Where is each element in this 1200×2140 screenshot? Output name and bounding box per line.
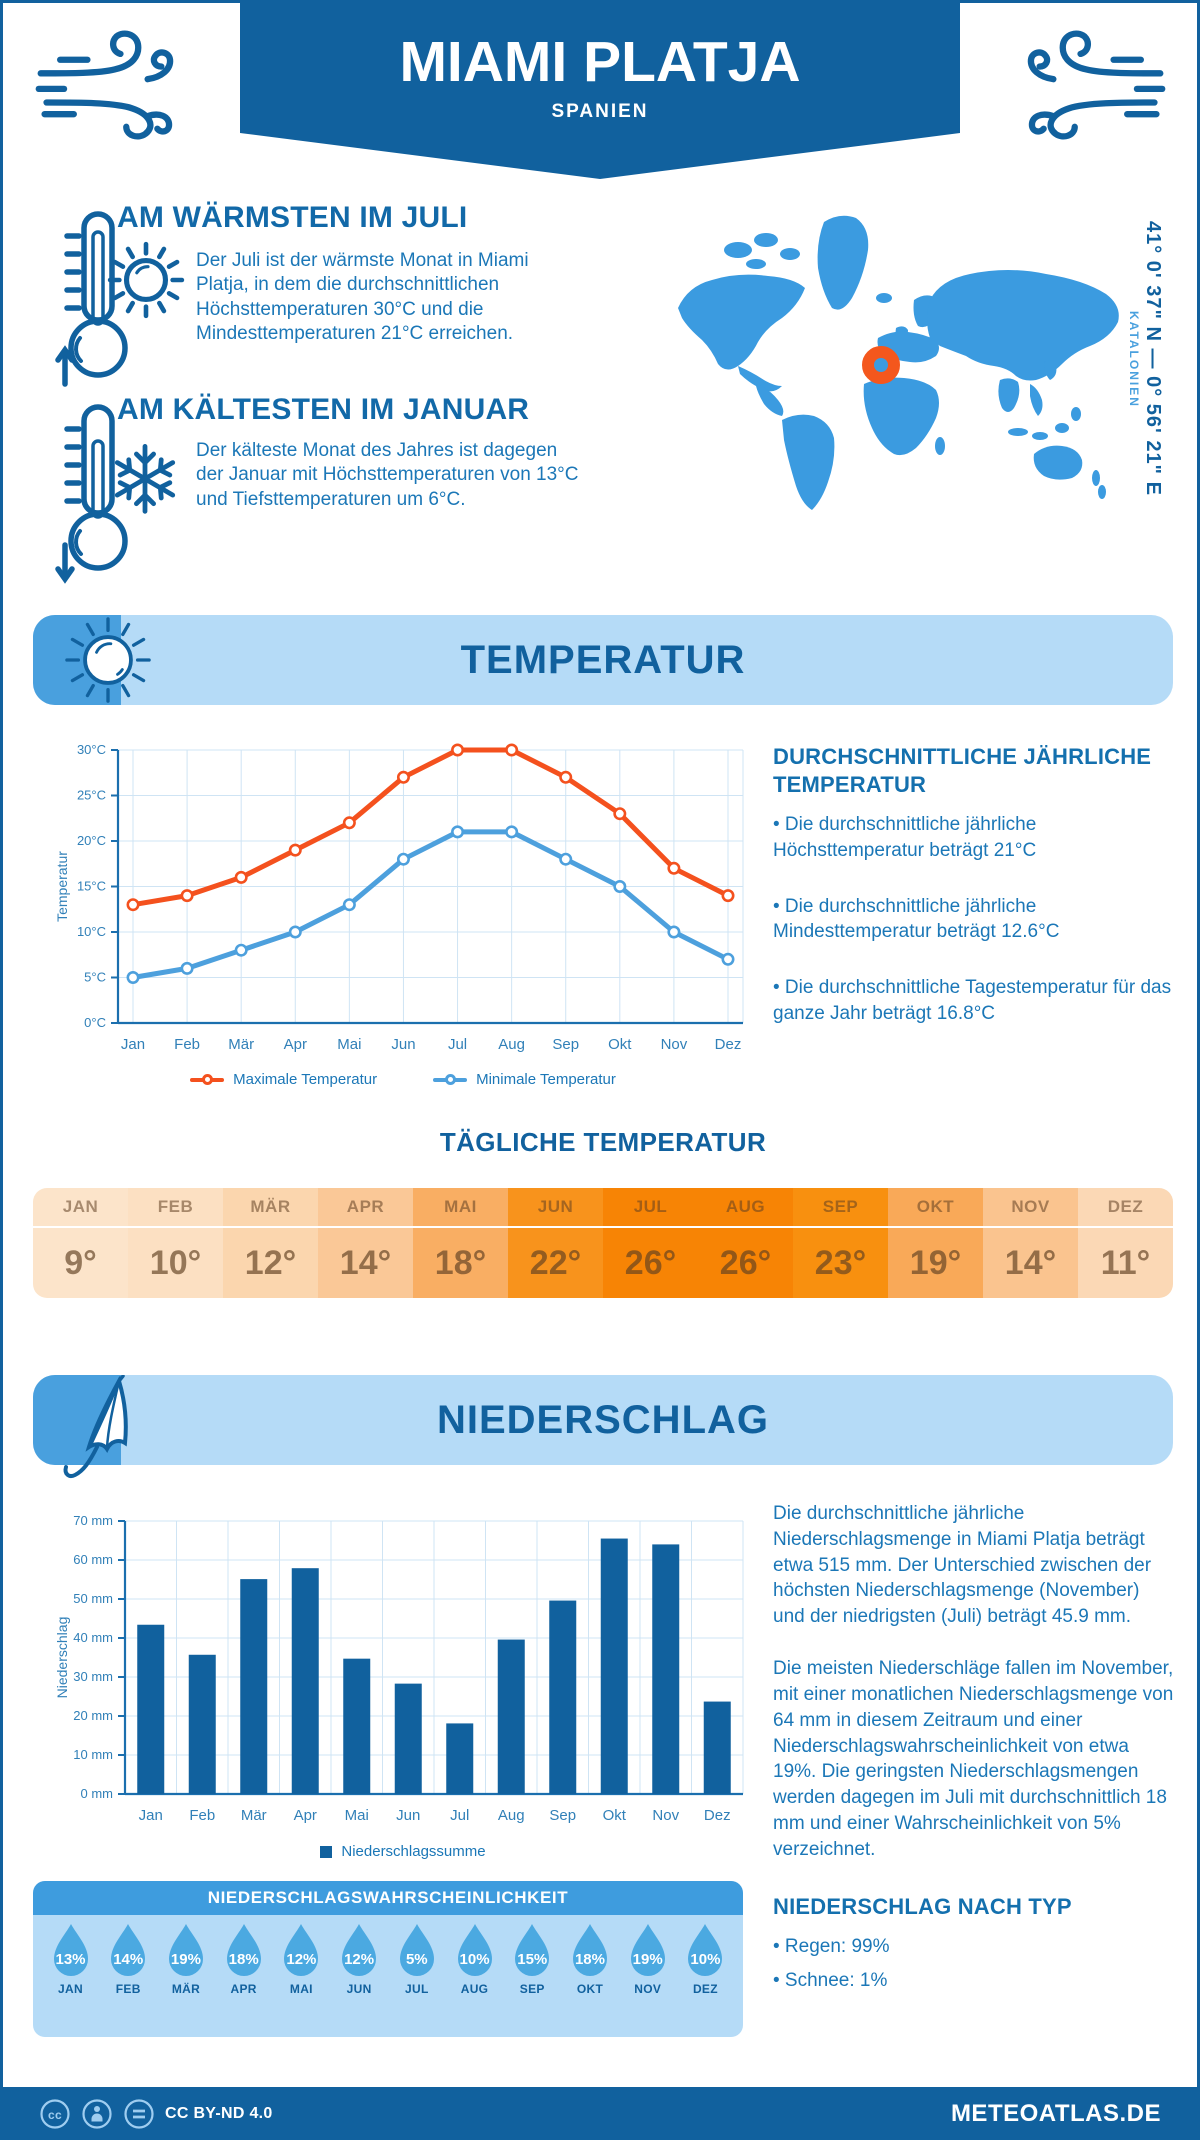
svg-text:Jun: Jun [391, 1036, 416, 1053]
daily-temp-column [223, 1188, 318, 1298]
daily-temp-value: 9° [64, 1243, 97, 1282]
page-subtitle: SPANIEN [551, 101, 649, 122]
daily-temp-value: 14° [1004, 1243, 1057, 1282]
svg-text:cc: cc [48, 2107, 62, 2122]
world-map [678, 188, 1128, 528]
bar-marker [320, 1846, 332, 1858]
probability-value: 10% [459, 1951, 490, 1968]
month-label: APR [230, 1982, 257, 1996]
cold-title: AM KÄLTESTEN IM JANUAR [117, 393, 530, 426]
probability-value: 14% [113, 1951, 144, 1968]
svg-text:Apr: Apr [283, 1036, 307, 1053]
svg-text:Mär: Mär [240, 1807, 267, 1824]
daily-temp-column [128, 1188, 223, 1298]
month-label: JAN [58, 1982, 83, 1996]
precipitation-paragraph: Die durchschnittliche jährliche Niederschlagsmenge in Miami Platja beträgt etwa 515 mm. Der Unterschied zwischen der höchsten Niederschlagsmenge (November) und der niedrigsten (Juli) beträgt 45.9 mm. [773, 1503, 1152, 1628]
svg-text:0 mm: 0 mm [80, 1786, 113, 1801]
month-label: NOV [983, 1188, 1078, 1228]
svg-text:Feb: Feb [174, 1036, 201, 1053]
snowflake-icon [105, 433, 185, 519]
annual-temperature-title: DURCHSCHNITTLICHE JÄHRLICHE TEMPERATUR [773, 744, 1152, 797]
temperature-section-band [33, 615, 1173, 705]
probability-value: 10% [690, 1951, 721, 1968]
no-derivatives-icon [123, 2098, 155, 2130]
probability-droplet [566, 1923, 613, 1996]
precipitation-text-panel [773, 1501, 1175, 1994]
precipitation-chart-legend [53, 1843, 753, 1860]
probability-droplet [451, 1923, 498, 1996]
legend-label: Maximale Temperatur [233, 1071, 378, 1088]
svg-text:Jan: Jan [138, 1807, 163, 1824]
daily-temp-column [1078, 1188, 1173, 1298]
warm-text: Der Juli ist der wärmste Monat in Miami Platja, in dem die durchschnittlichen Höchsttemperaturen 30°C und die Mindesttemperaturen 21°C erreichen. [196, 250, 529, 344]
legend-label: Minimale Temperatur [476, 1071, 616, 1088]
daily-temp-value: 10° [149, 1243, 202, 1282]
svg-text:Aug: Aug [498, 1036, 525, 1053]
month-label: APR [318, 1188, 413, 1228]
month-label: MAI [413, 1188, 508, 1228]
coordinates-text: 41° 0' 37" N — 0° 56' 21" E [1142, 220, 1164, 496]
daily-temp-column [983, 1188, 1078, 1298]
attribution-icon [81, 2098, 113, 2130]
daily-temp-value: 26° [624, 1243, 677, 1282]
svg-text:50 mm: 50 mm [73, 1591, 113, 1606]
daily-temp-column [698, 1188, 793, 1298]
month-label: FEB [128, 1188, 223, 1228]
svg-text:5°C: 5°C [84, 969, 106, 985]
probability-droplet [682, 1923, 729, 1996]
cold-text: Der kälteste Monat des Jahres ist dagegen der Januar mit Höchsttemperaturen von 13°C und Tiefsttemperaturen um 6°C. [196, 440, 579, 510]
min-line-marker [433, 1078, 467, 1082]
temperature-chart-legend [53, 1071, 753, 1088]
annual-temperature-panel [773, 743, 1175, 1057]
month-label: AUG [698, 1188, 793, 1228]
daily-temp-value: 22° [529, 1243, 582, 1282]
map-coordinates [1127, 188, 1164, 528]
probability-droplet [278, 1923, 325, 1996]
probability-droplet [47, 1923, 94, 1996]
probability-droplet [336, 1923, 383, 1996]
svg-text:Mai: Mai [337, 1036, 362, 1053]
probability-droplet [105, 1923, 152, 1996]
banner-chevron [240, 133, 960, 179]
probability-value: 18% [228, 1951, 259, 1968]
svg-text:20°C: 20°C [76, 833, 106, 848]
month-label: AUG [460, 1982, 489, 1996]
wind-icon [31, 25, 206, 145]
daily-temp-table [33, 1188, 1173, 1298]
probability-value: 19% [632, 1951, 663, 1968]
precipitation-paragraph: Die meisten Niederschläge fallen im November, mit einer monatlichen Niederschlagsmenge von 64 mm in diesem Zeitraum und einer Niederschlagswahrscheinlichkeit von etwa 19%. Die geringsten Niederschlagsmengen werden dagegen im Juli mit durchschnittlich 18 mm und einer Wahrscheinlichkeit von 5% verzeichnet. [773, 1658, 1174, 1860]
legend-label: Niederschlagssumme [341, 1843, 486, 1860]
daily-temp-value: 14° [339, 1243, 392, 1282]
header-banner [240, 3, 960, 133]
probability-value: 12% [286, 1951, 317, 1968]
probability-value: 5% [405, 1951, 428, 1968]
month-label: DEZ [692, 1982, 718, 1996]
cc-icon [39, 2098, 71, 2130]
daily-temp-column [793, 1188, 888, 1298]
temperature-section-title: TEMPERATUR [460, 637, 746, 682]
probability-value: 12% [344, 1951, 375, 1968]
sun-icon [105, 239, 187, 321]
precipitation-type-title: NIEDERSCHLAG NACH TYP [773, 1893, 1072, 1919]
month-label: OKT [888, 1188, 983, 1228]
svg-text:30 mm: 30 mm [73, 1669, 113, 1684]
daily-temp-column [413, 1188, 508, 1298]
month-label: DEZ [1078, 1188, 1173, 1228]
site-link[interactable]: METEOATLAS.DE [950, 2099, 1161, 2127]
annual-bullet: • Die durchschnittliche Tagestemperatur für das ganze Jahr beträgt 16.8°C [773, 977, 1172, 1025]
daily-temp-value: 23° [814, 1243, 867, 1282]
daily-temp-column [318, 1188, 413, 1298]
month-label: JUL [405, 1982, 429, 1996]
precipitation-section-title: NIEDERSCHLAG [436, 1397, 770, 1442]
month-label: JUL [603, 1188, 698, 1228]
warm-title: AM WÄRMSTEN IM JULI [117, 201, 468, 234]
max-line-marker [190, 1078, 224, 1082]
month-label: MÄR [171, 1982, 201, 1996]
region-text: KATALONIEN [1127, 310, 1141, 408]
svg-text:0°C: 0°C [84, 1015, 106, 1030]
probability-title: NIEDERSCHLAGSWAHRSCHEINLICHKEIT [33, 1881, 743, 1915]
month-label: JUN [508, 1188, 603, 1228]
svg-text:Okt: Okt [602, 1807, 626, 1824]
month-label: SEP [793, 1188, 888, 1228]
legend-item-min [433, 1071, 616, 1088]
probability-droplet [220, 1923, 267, 1996]
svg-text:Jun: Jun [396, 1807, 421, 1824]
svg-text:Jul: Jul [450, 1807, 470, 1824]
license-text: CC BY-ND 4.0 [165, 2104, 273, 2122]
svg-text:Apr: Apr [293, 1807, 317, 1824]
daily-temp-column [603, 1188, 698, 1298]
svg-text:40 mm: 40 mm [73, 1630, 113, 1645]
svg-text:Okt: Okt [608, 1036, 632, 1053]
type-bullet: • Schnee: 1% [773, 1970, 888, 1992]
precipitation-section-band [33, 1375, 1173, 1465]
daily-temp-value: 11° [1100, 1243, 1151, 1282]
svg-text:10°C: 10°C [76, 924, 106, 939]
svg-text:20 mm: 20 mm [73, 1708, 113, 1723]
svg-text:60 mm: 60 mm [73, 1552, 113, 1567]
month-label: SEP [519, 1982, 545, 1996]
svg-text:Jul: Jul [447, 1036, 468, 1053]
probability-value: 13% [55, 1951, 86, 1968]
daily-temp-column [508, 1188, 603, 1298]
probability-value: 19% [170, 1951, 201, 1968]
svg-text:Dez: Dez [703, 1807, 731, 1824]
svg-text:Mai: Mai [344, 1807, 369, 1824]
month-label: FEB [115, 1982, 141, 1996]
precipitation-chart [53, 1493, 753, 1853]
daily-temp-column [33, 1188, 128, 1298]
probability-droplet [624, 1923, 671, 1996]
month-label: MÄR [223, 1188, 318, 1228]
daily-temp-value: 26° [719, 1243, 772, 1282]
svg-text:Niederschlag: Niederschlag [54, 1616, 70, 1699]
svg-text:Jan: Jan [120, 1036, 146, 1053]
svg-text:15°C: 15°C [76, 878, 106, 894]
daily-temp-value: 12° [244, 1243, 297, 1282]
probability-droplets [33, 1915, 743, 1996]
svg-text:Feb: Feb [189, 1807, 216, 1824]
annual-bullet: • Die durchschnittliche jährliche Höchsttemperatur beträgt 21°C [773, 814, 1037, 861]
legend-item-max [190, 1071, 377, 1088]
probability-value: 15% [517, 1951, 548, 1968]
temperature-chart [53, 725, 753, 1073]
svg-text:70 mm: 70 mm [73, 1513, 113, 1528]
legend-item-sum [320, 1843, 485, 1860]
svg-text:10 mm: 10 mm [73, 1747, 113, 1762]
svg-text:Sep: Sep [552, 1036, 580, 1053]
probability-droplet [162, 1923, 209, 1996]
probability-droplet [509, 1923, 556, 1996]
svg-text:Nov: Nov [660, 1036, 688, 1053]
svg-text:30°C: 30°C [76, 742, 106, 757]
probability-droplet [393, 1923, 440, 1996]
footer [3, 2087, 1197, 2140]
precipitation-probability-panel [33, 1881, 743, 2037]
month-label: JUN [346, 1982, 372, 1996]
svg-text:Temperatur: Temperatur [54, 851, 70, 922]
probability-value: 18% [574, 1951, 605, 1968]
daily-temp-value: 18° [434, 1243, 487, 1282]
page-title: MIAMI PLATJA [399, 30, 801, 94]
svg-text:25°C: 25°C [76, 787, 106, 803]
svg-text:Dez: Dez [714, 1036, 742, 1053]
daily-temp-column [888, 1188, 983, 1298]
svg-text:Nov: Nov [652, 1807, 680, 1824]
svg-text:Mär: Mär [228, 1036, 255, 1053]
license-badge[interactable] [39, 2098, 273, 2130]
month-label: NOV [634, 1982, 662, 1996]
annual-bullet: • Die durchschnittliche jährliche Mindesttemperatur beträgt 12.6°C [773, 895, 1060, 943]
month-label: MAI [289, 1982, 313, 1996]
daily-temp-value: 19° [909, 1243, 962, 1282]
type-bullet: • Regen: 99% [773, 1936, 890, 1958]
wind-icon [995, 25, 1170, 145]
month-label: JAN [33, 1188, 128, 1228]
svg-text:Aug: Aug [497, 1807, 525, 1824]
daily-temperature-title: TÄGLICHE TEMPERATUR [439, 1127, 767, 1157]
svg-text:Sep: Sep [549, 1807, 577, 1824]
month-label: OKT [576, 1982, 604, 1996]
